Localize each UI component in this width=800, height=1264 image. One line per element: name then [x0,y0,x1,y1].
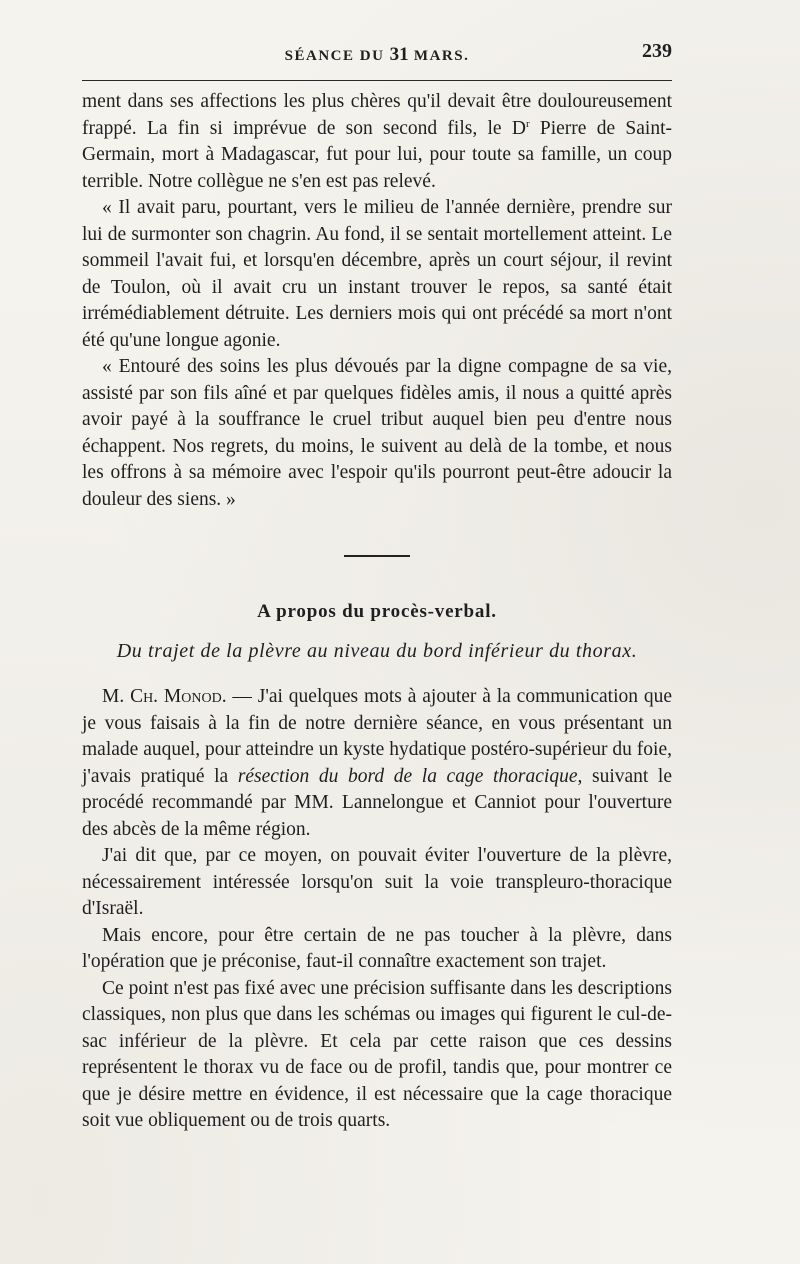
running-title-number: 31 [389,44,409,65]
section-subtitle: Du trajet de la plèvre au niveau du bord inférieur du thorax. [116,639,638,662]
eulogy-paragraph-1 [82,89,672,195]
page-number: 239 [642,40,672,62]
section-divider [344,555,410,557]
communication-paragraph-1-end: , suivant le procédé recommandé par MM. Lannelongue et Canniot pour l'ouverture des abcès de la même région. [82,765,672,840]
eulogy-paragraph-1-rest: Pierre de Saint-Germain, mort à Madagascar, fut pour lui, pour toute sa famille, un coup terrible. Notre collègue ne s'en est pas relevé. [82,117,672,192]
eulogy-paragraph-1-text: ment dans ses affections les plus chères qu'il devait être douloureusement frappé. La fin si imprévue de son second fils, le D [82,91,672,139]
communication-paragraph-2: J'ai dit que, par ce moyen, on pouvait éviter l'ouverture de la plèvre, nécessairement intéressée lorsqu'on suit la voie transpleuro-thoracique d'Israël. [82,845,672,919]
running-title-prefix: SÉANCE DU [284,48,390,64]
header-rule [82,80,672,81]
page-body [82,89,672,1135]
communication-paragraph-1-text: — J'ai quelques mots à ajouter à la communication que je vous faisais à la fin de notre dernière séance, en vous présentant un malade auquel, pour atteindre un kyste hydatique postéro-supérieur du foie, j'avais pratiqué la [82,686,672,787]
section-title: A propos du procès-verbal. [257,601,497,622]
running-header [82,40,672,74]
communication-paragraph-1-italic: résection du bord de la cage thoracique [237,765,578,787]
running-title-suffix: MARS. [408,48,470,64]
doctor-superscript: r [525,117,530,130]
communication-paragraph-1 [82,684,672,843]
communication-paragraph-4: Ce point n'est pas fixé avec une précision suffisante dans les descriptions classiques, non plus que dans les schémas ou images qui figurent le cul-de-sac inférieur de la plèvre. Et cela par cette raison que ces dessins représentent le thorax vu de face ou de profil, tandis que, pour montrer ce que je désire mettre en évidence, il est nécessaire que la cage thoracique soit vue obliquement ou de trois quarts. [82,977,672,1131]
communication-paragraph-3: Mais encore, pour être certain de ne pas toucher à la plèvre, dans l'opération que je préconise, faut-il connaître exactement son trajet. [82,924,672,972]
eulogy-paragraph-3: « Entouré des soins les plus dévoués par la digne compagne de sa vie, assisté par son fils aîné et par quelques fidèles amis, il nous a quitté après avoir payé à la souffrance le cruel tribut auquel bien peu d'entre nous échappent. Nos regrets, du moins, le suivent au delà de la tombe, et nous les offrons à sa mémoire avec l'espoir qu'ils pourront peut-être adoucir la douleur des siens. » [82,356,672,510]
eulogy-paragraph-2: « Il avait paru, pourtant, vers le milieu de l'année dernière, prendre sur lui de surmonter son chagrin. Au fond, il se sentait mortellement atteint. Le sommeil l'avait fui, et lorsqu'en décembre, après un court séjour, il revint de Toulon, où il avait cru un instant trouver le repos, sa santé était irrémédiablement détruite. Les derniers mois qui ont précédé sa mort n'ont été qu'une longue agonie. [82,197,672,351]
running-title [82,44,672,66]
speaker-name: M. Ch. Monod. [102,686,227,707]
